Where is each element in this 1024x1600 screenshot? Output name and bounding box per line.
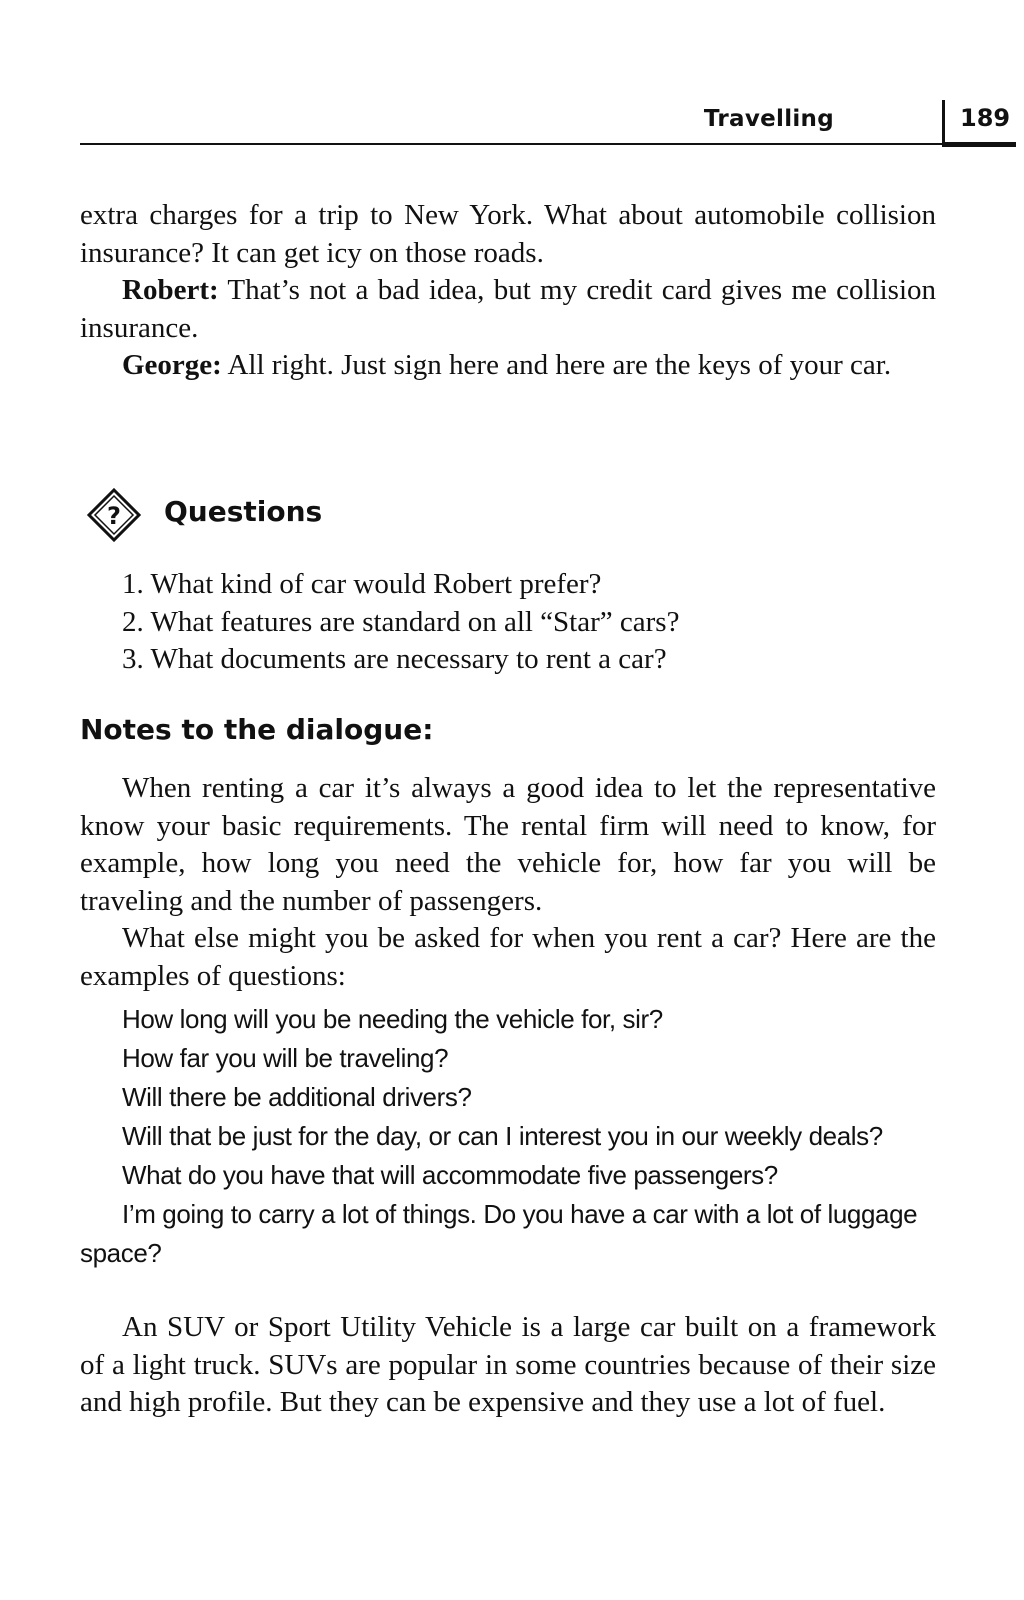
example-question: Will that be just for the day, or can I interest you in our weekly deals? [122,1121,883,1151]
example-question: How far you will be traveling? [122,1043,449,1073]
dialogue-continuation [80,197,936,385]
example-questions [80,1000,936,1273]
questions-list [122,566,922,679]
questions-title: Questions [164,495,323,528]
running-header [80,98,1011,146]
example-question: Will there be additional drivers? [122,1082,472,1112]
speaker-name: Robert: [122,274,219,306]
question-diamond-icon [86,487,142,543]
header-divider [942,100,945,144]
notes-paragraph: When renting a car it’s always a good idea to let the representative know your basic requirements. The rental firm will need to know, for example, how long you need the vehicle for, how far you will be traveling and the number of passengers. [80,772,936,917]
page-number-underline [942,142,1016,147]
questions-heading [86,487,586,543]
notes-paragraph: What else might you be asked for when you rent a car? Here are the examples of questions: [80,922,936,992]
dialogue-text: That’s not a bad idea, but my credit card gives me collision insurance. [80,274,936,344]
page-number: 189 [960,104,1011,132]
question-item: 1. What kind of car would Robert prefer? [122,568,602,600]
example-question: How long will you be needing the vehicle for, sir? [122,1004,663,1034]
dialogue-paragraph: extra charges for a trip to New York. What about automobile collision insurance? It can get icy on those roads. [80,199,936,269]
header-rule [80,143,944,145]
notes-paragraph: An SUV or Sport Utility Vehicle is a large car built on a framework of a light truck. SUVs are popular in some countries because of their size and high profile. But they can be expensive and they use a lot of fuel. [80,1311,936,1418]
dialogue-line [80,347,936,385]
dialogue-text: All right. Just sign here and here are the keys of your car. [221,349,892,381]
notes-heading: Notes to the dialogue: [80,713,434,746]
question-item: 3. What documents are necessary to rent a car? [122,643,667,675]
example-question: I’m going to carry a lot of things. Do you have a car with a lot of luggage space? [80,1199,918,1268]
section-title: Travelling [703,106,834,132]
suv-note [80,1309,936,1422]
svg-text:?: ? [107,502,121,530]
notes-intro [80,770,936,995]
question-item: 2. What features are standard on all “Star” cars? [122,605,680,638]
example-question: What do you have that will accommodate five passengers? [122,1160,778,1190]
speaker-name: George: [122,349,222,381]
dialogue-line [80,272,936,347]
